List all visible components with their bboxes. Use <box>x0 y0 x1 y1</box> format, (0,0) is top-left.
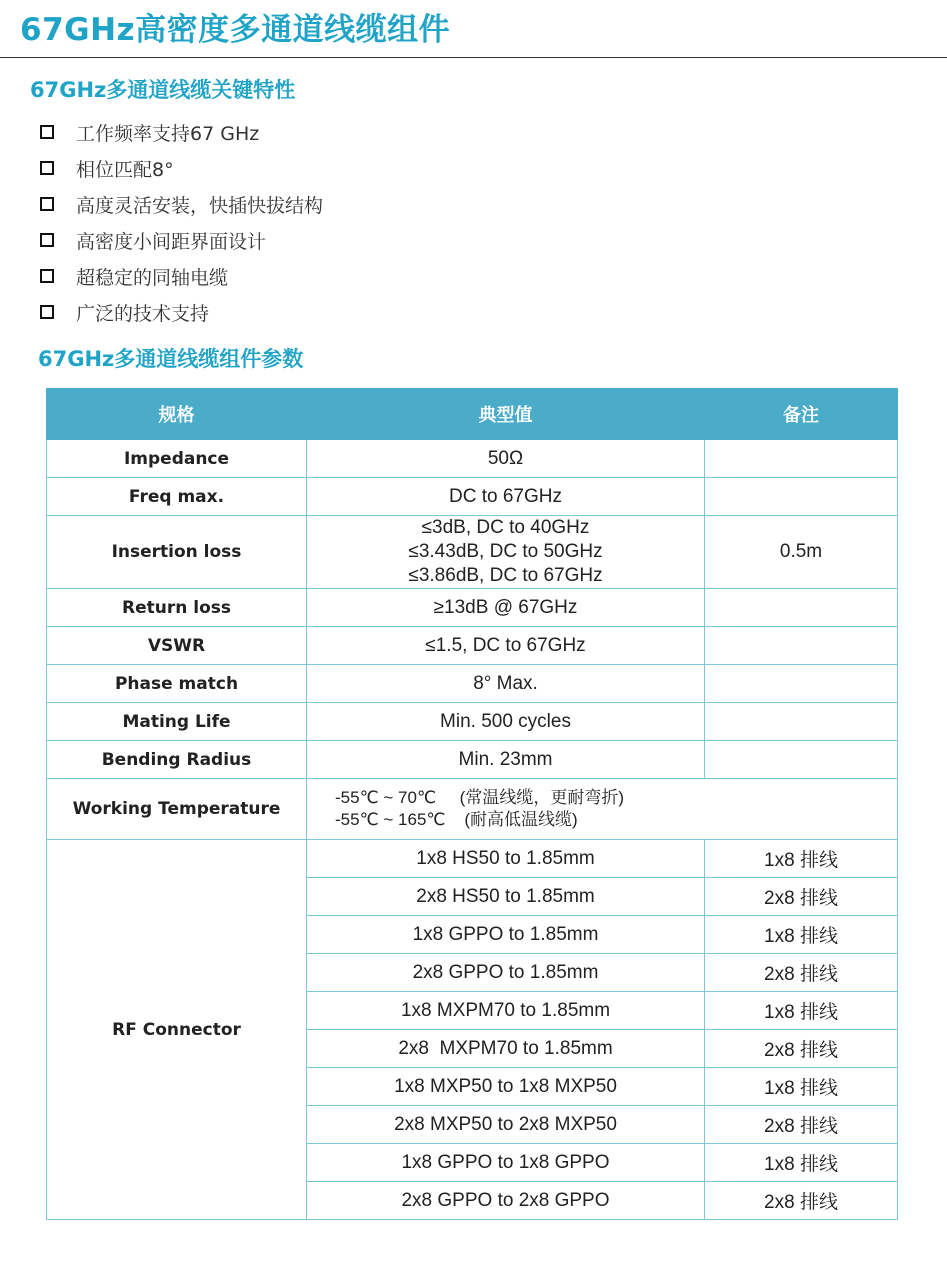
row-value: Min. 500 cycles <box>307 703 705 741</box>
list-item: 广泛的技术支持 <box>40 294 323 330</box>
row-value: DC to 67GHz <box>307 478 705 516</box>
row-label: Working Temperature <box>47 779 307 840</box>
row-label: Phase match <box>47 665 307 703</box>
row-value: ≤1.5, DC to 67GHz <box>307 627 705 665</box>
table-row <box>47 779 898 840</box>
page-title: 67GHz高密度多通道线缆组件 <box>20 12 451 48</box>
connector-value: 1x8 GPPO to 1x8 GPPO <box>307 1144 705 1182</box>
square-bullet-icon <box>40 305 54 319</box>
square-bullet-icon <box>40 233 54 247</box>
square-bullet-icon <box>40 269 54 283</box>
connector-note: 2x8 排线 <box>705 954 898 992</box>
connector-note: 2x8 排线 <box>705 1030 898 1068</box>
connector-note: 1x8 排线 <box>705 992 898 1030</box>
feature-list <box>40 114 323 330</box>
table-row <box>47 665 898 703</box>
connector-value: 1x8 GPPO to 1.85mm <box>307 916 705 954</box>
connector-note: 1x8 排线 <box>705 1068 898 1106</box>
row-label: Return loss <box>47 589 307 627</box>
connector-value: 1x8 HS50 to 1.85mm <box>307 840 705 878</box>
header-spec: 规格 <box>47 389 307 440</box>
table-row <box>47 703 898 741</box>
list-item: 工作频率支持67 GHz <box>40 114 323 150</box>
square-bullet-icon <box>40 125 54 139</box>
header-typical: 典型值 <box>307 389 705 440</box>
row-label: Bending Radius <box>47 741 307 779</box>
row-label: Mating Life <box>47 703 307 741</box>
table-row <box>47 627 898 665</box>
row-note <box>705 627 898 665</box>
connector-note: 1x8 排线 <box>705 1144 898 1182</box>
connector-note: 1x8 排线 <box>705 916 898 954</box>
list-item: 超稳定的同轴电缆 <box>40 258 323 294</box>
header-note: 备注 <box>705 389 898 440</box>
row-value: 8° Max. <box>307 665 705 703</box>
connector-value: 2x8 GPPO to 2x8 GPPO <box>307 1182 705 1220</box>
params-section-title: 67GHz多通道线缆组件参数 <box>38 347 304 371</box>
params-table <box>46 388 898 1220</box>
connector-note: 2x8 排线 <box>705 1182 898 1220</box>
connector-value: 1x8 MXP50 to 1x8 MXP50 <box>307 1068 705 1106</box>
row-label: RF Connector <box>47 840 307 1220</box>
connector-note: 1x8 排线 <box>705 840 898 878</box>
connector-value: 2x8 MXPM70 to 1.85mm <box>307 1030 705 1068</box>
row-note <box>705 589 898 627</box>
title-divider <box>0 57 947 58</box>
table-header-row <box>47 389 898 440</box>
list-item: 高密度小间距界面设计 <box>40 222 323 258</box>
row-label: Impedance <box>47 440 307 478</box>
square-bullet-icon <box>40 197 54 211</box>
table-row <box>47 741 898 779</box>
connector-note: 2x8 排线 <box>705 1106 898 1144</box>
row-note <box>705 741 898 779</box>
table-row <box>47 589 898 627</box>
row-label: Freq max. <box>47 478 307 516</box>
row-value: ≥13dB @ 67GHz <box>307 589 705 627</box>
connector-value: 2x8 GPPO to 1.85mm <box>307 954 705 992</box>
table-row <box>47 840 898 878</box>
connector-value: 2x8 MXP50 to 2x8 MXP50 <box>307 1106 705 1144</box>
row-note <box>705 703 898 741</box>
row-value: -55℃ ~ 70℃ (常温线缆，更耐弯折) -55℃ ~ 165℃ (耐高低温线缆) <box>307 779 898 840</box>
row-label: Insertion loss <box>47 516 307 589</box>
features-section-title: 67GHz多通道线缆关键特性 <box>30 78 296 102</box>
row-note <box>705 478 898 516</box>
connector-note: 2x8 排线 <box>705 878 898 916</box>
list-item: 相位匹配8° <box>40 150 323 186</box>
connector-value: 2x8 HS50 to 1.85mm <box>307 878 705 916</box>
row-value: 50Ω <box>307 440 705 478</box>
row-value: ≤3dB, DC to 40GHz ≤3.43dB, DC to 50GHz ≤3.86dB, DC to 67GHz <box>307 516 705 589</box>
table-row <box>47 440 898 478</box>
row-note <box>705 665 898 703</box>
row-note: 0.5m <box>705 516 898 589</box>
row-value: Min. 23mm <box>307 741 705 779</box>
list-item: 高度灵活安装，快插快拔结构 <box>40 186 323 222</box>
table-row <box>47 516 898 589</box>
table-row <box>47 478 898 516</box>
connector-value: 1x8 MXPM70 to 1.85mm <box>307 992 705 1030</box>
row-note <box>705 440 898 478</box>
row-label: VSWR <box>47 627 307 665</box>
square-bullet-icon <box>40 161 54 175</box>
